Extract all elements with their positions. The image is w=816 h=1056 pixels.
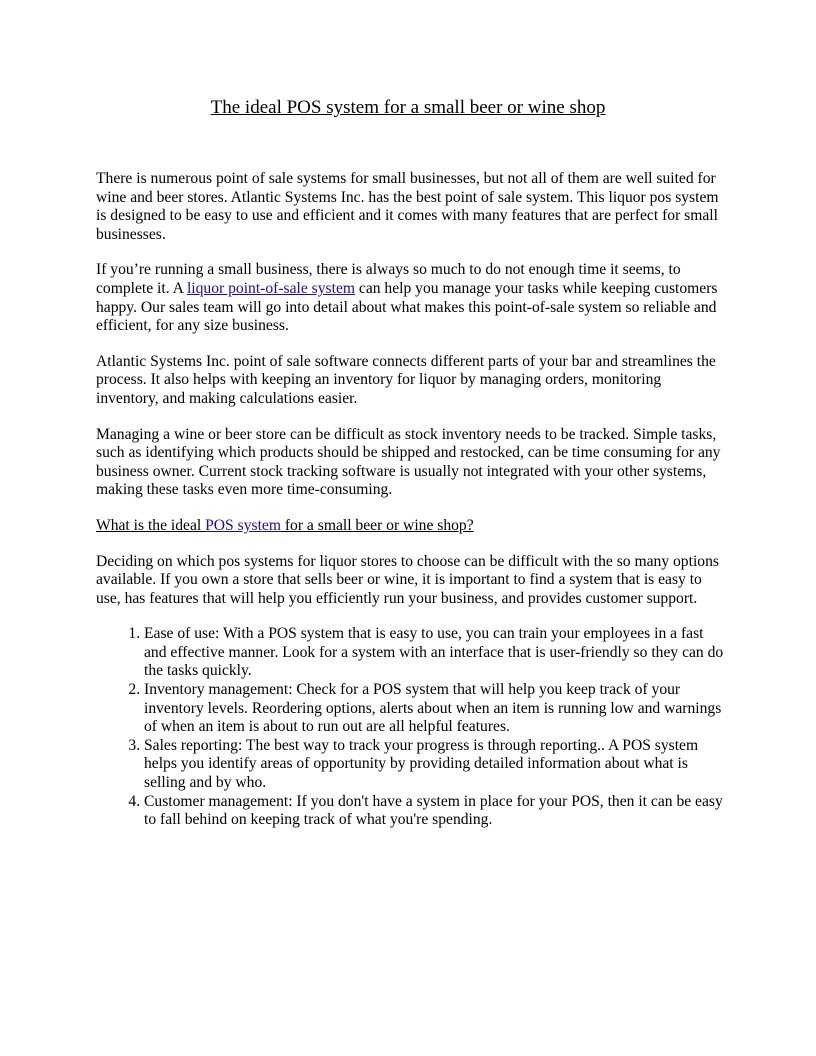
- liquor-pos-link[interactable]: liquor point-of-sale system: [186, 279, 355, 297]
- paragraph-text: can help you manage your tasks while keeping customers happy. Our sales team will go into detail about what makes this point-of-sale system so reliable and efficient, for any size business.: [96, 279, 718, 335]
- paragraph-inventory: Managing a wine or beer store can be difficult as stock inventory needs to be tracked. Simple tasks, such as identifying which products should be shipped and restocked, can be time consuming for any business owner. Current stock tracking software is usually not integrated with your other systems, making these tasks even more time-consuming.: [96, 425, 721, 499]
- pos-system-link[interactable]: POS system: [205, 516, 281, 534]
- list-item: 2. Inventory management: Check for a POS system that will help you keep track of your inventory levels. Reordering options, alerts about when an item is running low and warnings of when an item is about to run out are all helpful features.: [144, 681, 726, 737]
- page-title: The ideal POS system for a small beer or wine shop: [210, 97, 606, 118]
- paragraph-software: Atlantic Systems Inc. point of sale software connects different parts of your bar and streamlines the process. It also helps with keeping an inventory for liquor by managing orders, monitoring inventory, and making calculations easier.: [96, 352, 716, 407]
- heading-text: What is the ideal: [96, 516, 206, 534]
- paragraph-text: If you’re running a small business, there is always so much to do not enough time it seems, to complete it. A: [96, 261, 681, 297]
- heading-text: for a small beer or wine shop?: [280, 516, 474, 534]
- document-body: [96, 170, 726, 830]
- features-list: [96, 625, 726, 830]
- paragraph-intro: There is numerous point of sale systems for small businesses, but not all of them are well suited for wine and beer stores. Atlantic Systems Inc. has the best point of sale system. This liquor pos system is designed to be easy to use and efficient and it comes with many features that are perfect for small businesses.: [96, 170, 719, 243]
- paragraph-deciding: Deciding on which pos systems for liquor stores to choose can be difficult with the so many options available. If you own a store that sells beer or wine, it is important to find a system that is easy to use, has features that will help you efficiently run your business, and provides customer support.: [96, 552, 719, 607]
- list-item: 3. Sales reporting: The best way to track your progress is through reporting.. A POS system helps you identify areas of opportunity by providing detailed information about what is selling and by who.: [144, 737, 726, 793]
- section-heading: [96, 517, 726, 536]
- list-item: 1. Ease of use: With a POS system that is easy to use, you can train your employees in a fast and effective manner. Look for a system with an interface that is user-friendly so they can do the tasks quickly.: [144, 625, 726, 681]
- paragraph-small-business: [96, 261, 726, 335]
- list-item: 4. Customer management: If you don't have a system in place for your POS, then it can be easy to fall behind on keeping track of what you're spending.: [144, 793, 726, 830]
